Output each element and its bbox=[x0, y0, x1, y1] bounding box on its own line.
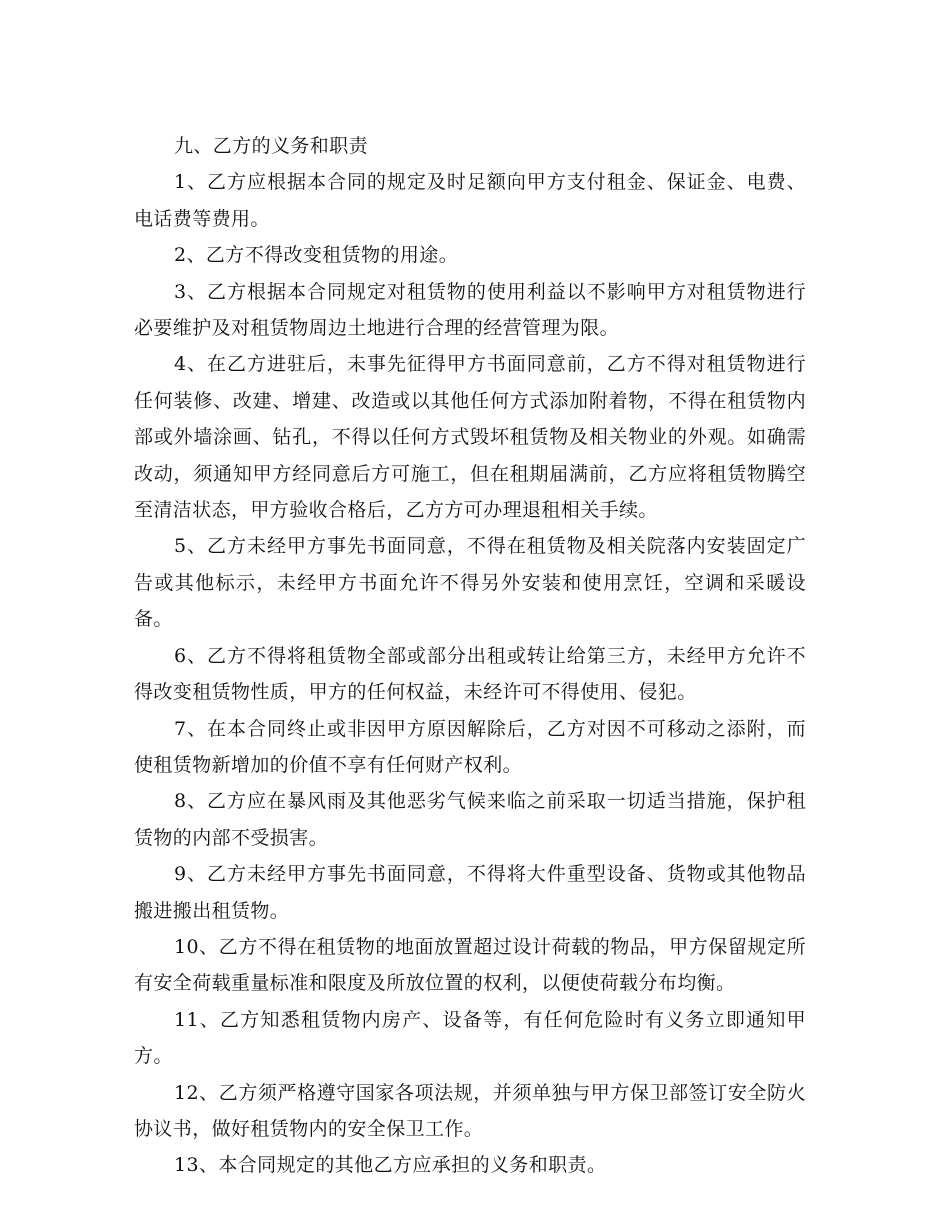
clause-8: 8、乙方应在暴风雨及其他恶劣气候来临之前采取一切适当措施，保护租赁物的内部不受损害。 bbox=[134, 790, 806, 849]
clause-6: 6、乙方不得将租赁物全部或部分出租或转让给第三方，未经甲方允许不得改变租赁物性质，甲方的任何权益，未经许可不得使用、侵犯。 bbox=[134, 644, 806, 704]
clause-11: 11、乙方知悉租赁物内房产、设备等，有任何危险时有义务立即通知甲方。 bbox=[134, 1008, 806, 1068]
clause-10: 10、乙方不得在租赁物的地面放置超过设计荷载的物品，甲方保留规定所有安全荷载重量标准和限度及所放位置的权利，以便使荷载分布均衡。 bbox=[134, 935, 806, 995]
clause-13: 13、本合同规定的其他乙方应承担的义务和职责。 bbox=[174, 1154, 607, 1177]
document-page bbox=[134, 128, 806, 1184]
clause-2: 2、乙方不得改变租赁物的用途。 bbox=[174, 244, 459, 267]
clause-3: 3、乙方根据本合同规定对租赁物的使用利益以不影响甲方对租赁物进行必要维护及对租赁物周边土地进行合理的经营管理为限。 bbox=[134, 280, 806, 340]
clause-9: 9、乙方未经甲方事先书面同意，不得将大件重型设备、货物或其他物品搬进搬出租赁物。 bbox=[134, 863, 806, 922]
clause-4: 4、在乙方进驻后，未事先征得甲方书面同意前，乙方不得对租赁物进行任何装修、改建、增建、改造或以其他任何方式添加附着物，不得在租赁物内部或外墙涂画、钻孔，不得以任何方式毁坏租赁物及相关物业的外观。如确需改动，须通知甲方经同意后方可施工，但在租期届满前，乙方应将租赁物腾空至清洁状态，甲方验收合格后，乙方方可办理退租相关手续。 bbox=[134, 353, 806, 522]
section-heading: 九、乙方的义务和职责 bbox=[174, 135, 369, 157]
clause-1: 1、乙方应根据本合同的规定及时足额向甲方支付租金、保证金、电费、电话费等费用。 bbox=[134, 171, 806, 230]
clause-5: 5、乙方未经甲方事先书面同意，不得在租赁物及相关院落内安装固定广告或其他标示，未经甲方书面允许不得另外安装和使用烹饪，空调和采暖设备。 bbox=[134, 535, 806, 631]
clause-12: 12、乙方须严格遵守国家各项法规，并须单独与甲方保卫部签订安全防火协议书，做好租赁物内的安全保卫工作。 bbox=[134, 1081, 806, 1140]
clause-7: 7、在本合同终止或非因甲方原因解除后，乙方对因不可移动之添附，而使租赁物新增加的价值不享有任何财产权利。 bbox=[134, 717, 806, 776]
